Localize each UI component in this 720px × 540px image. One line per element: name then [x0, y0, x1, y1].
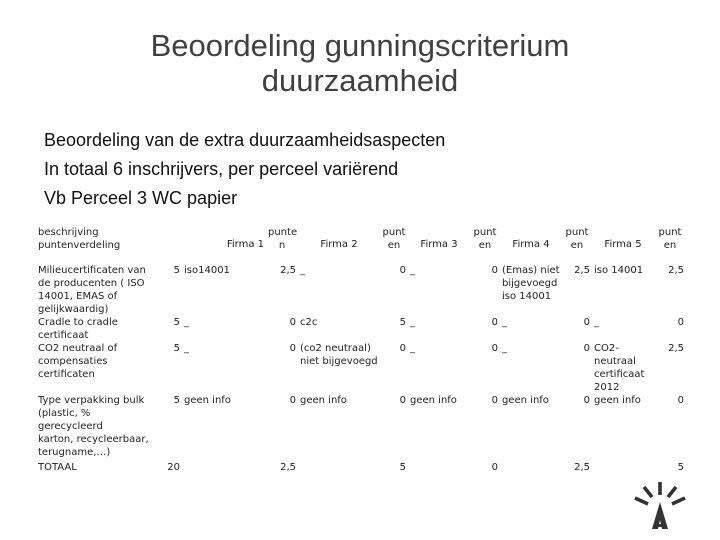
slide-title: [0, 28, 720, 98]
header-firma-4: Firma 4: [512, 238, 550, 250]
header-punten-5: punt en: [658, 227, 682, 251]
total-spacer: [298, 459, 380, 474]
total-firma-3-points: 0: [491, 462, 498, 473]
firma-2-answer: geen info: [300, 395, 347, 406]
firma-3-points: 0: [491, 265, 498, 276]
firma-5-answer: iso 14001: [594, 265, 644, 276]
firma-2-answer: (co2 neutraal) niet bijgevoegd: [300, 343, 378, 367]
total-spacer: [182, 459, 266, 474]
slide-bullets: [44, 126, 445, 213]
header-firma-5: Firma 5: [604, 238, 642, 250]
total-spacer: [500, 459, 562, 474]
table-row: [36, 394, 686, 459]
total-row: [36, 459, 686, 474]
firma-4-points: 2,5: [574, 265, 590, 276]
firma-1-answer: _: [184, 343, 189, 354]
total-firma-4-points: 2,5: [574, 462, 590, 473]
scoring-table: [36, 226, 686, 474]
header-punten-3: punt en: [473, 227, 497, 251]
criterion-description: Cradle to cradle certificaat: [38, 317, 118, 341]
firma-2-points: 0: [399, 265, 406, 276]
header-firma-3: Firma 3: [420, 238, 458, 250]
total-max-points: 20: [167, 462, 180, 473]
total-spacer: [408, 459, 470, 474]
total-firma-2-points: 5: [399, 462, 406, 473]
firma-1-points: 0: [289, 343, 296, 354]
header-punten-1: punte n: [268, 227, 298, 251]
firma-4-points: 0: [583, 395, 590, 406]
firma-3-answer: _: [410, 343, 415, 354]
slide-title-line-1: Beoordeling gunningscriterium: [150, 28, 570, 63]
firma-4-answer: geen info: [502, 395, 549, 406]
firma-1-points: 0: [289, 395, 296, 406]
firma-4-points: 0: [583, 343, 590, 354]
firma-1-points: 2,5: [280, 265, 296, 276]
firma-3-answer: _: [410, 265, 415, 276]
firma-4-points: 0: [583, 317, 590, 328]
firma-2-answer: c2c: [300, 317, 318, 328]
max-points: 5: [173, 317, 180, 328]
firma-5-points: 2,5: [668, 343, 684, 354]
header-description: beschrijving puntenverdeling: [38, 227, 121, 251]
table-header-row: [36, 226, 686, 262]
firma-5-points: 0: [677, 317, 684, 328]
firma-3-points: 0: [491, 343, 498, 354]
firma-5-answer: CO2-neutraal certificaat 2012: [594, 343, 645, 393]
firma-5-answer: geen info: [594, 395, 641, 406]
firma-1-answer: iso14001: [184, 265, 230, 276]
firma-4-answer: _: [502, 343, 507, 354]
firma-3-points: 0: [491, 395, 498, 406]
logo-a-shape: [652, 502, 668, 529]
total-spacer: [592, 459, 654, 474]
firma-1-answer: _: [184, 317, 189, 328]
slide-title-line-2: duurzaamheid: [261, 63, 459, 98]
max-points: 5: [173, 395, 180, 406]
table-row: [36, 316, 686, 342]
header-firma-1: Firma 1: [226, 238, 264, 250]
header-firma-2: Firma 2: [320, 238, 358, 250]
criterion-description: Milieucertificaten van de producenten ( ISO 14001, EMAS of gelijkwaardig): [38, 265, 146, 315]
header-punten-2: punt en: [382, 227, 406, 251]
firma-1-answer: geen info: [184, 395, 231, 406]
scoring-table-body: [36, 226, 686, 474]
max-points: 5: [173, 265, 180, 276]
total-firma-5-points: 5: [677, 462, 684, 473]
firma-2-points: 5: [399, 317, 406, 328]
logo-rays: [635, 482, 685, 504]
header-punten-4: punt en: [565, 227, 589, 251]
total-firma-1-points: 2,5: [280, 462, 296, 473]
total-label: TOTAAL: [38, 462, 77, 473]
criterion-description: CO2 neutraal of compensaties certificaten: [38, 343, 118, 380]
firma-4-answer: _: [502, 317, 507, 328]
firma-3-answer: geen info: [410, 395, 457, 406]
firma-2-points: 0: [399, 343, 406, 354]
firma-5-answer: _: [594, 317, 599, 328]
table-row: [36, 342, 686, 394]
criterion-description: Type verpakking bulk (plastic, % gerecycleerd karton, recycleerbaar, terugname,…): [38, 395, 149, 458]
firma-3-points: 0: [491, 317, 498, 328]
table-row: [36, 262, 686, 316]
antwerpen-a-logo: [628, 480, 692, 530]
bullet-line-3: Vb Perceel 3 WC papier: [44, 188, 238, 208]
firma-3-answer: _: [410, 317, 415, 328]
firma-4-answer: (Emas) niet bijgevoegd iso 14001: [502, 265, 560, 302]
firma-2-points: 0: [399, 395, 406, 406]
bullet-line-1: Beoordeling van de extra duurzaamheidsaspecten: [44, 130, 446, 150]
firma-1-points: 0: [289, 317, 296, 328]
max-points: 5: [173, 343, 180, 354]
firma-5-points: 0: [677, 395, 684, 406]
firma-2-answer: _: [300, 265, 305, 276]
bullet-line-2: In totaal 6 inschrijvers, per perceel variërend: [44, 159, 399, 179]
firma-5-points: 2,5: [668, 265, 684, 276]
